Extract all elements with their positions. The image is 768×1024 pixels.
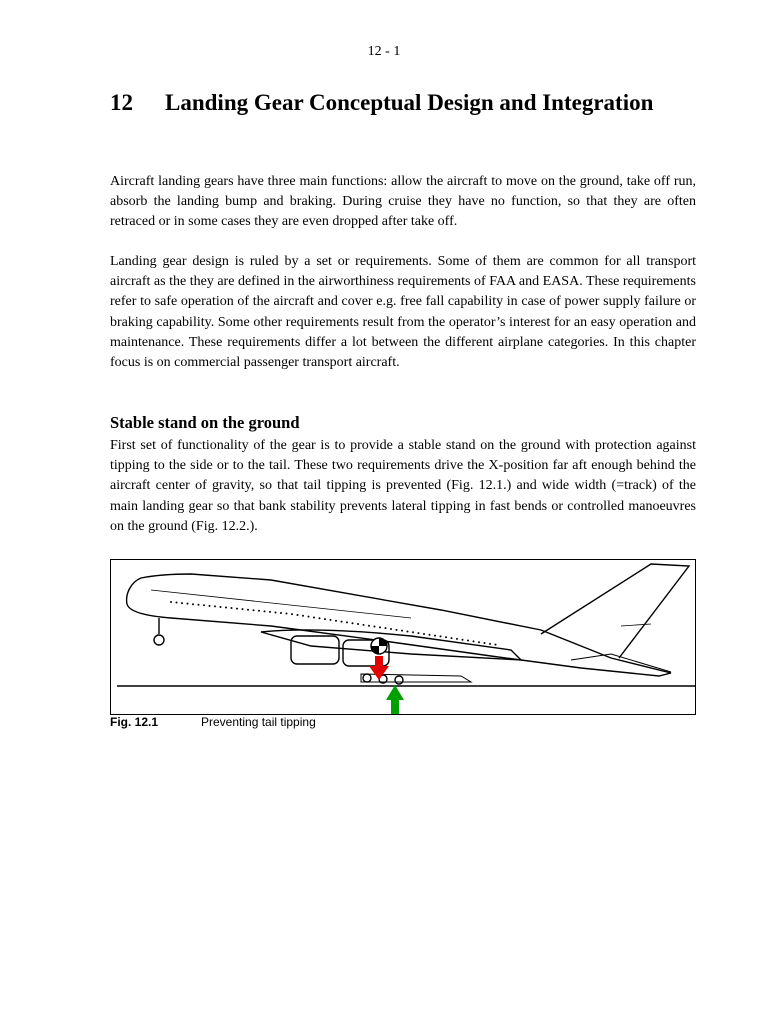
- requirements-paragraph: Landing gear design is ruled by a set or requirements. Some of them are common for all transport aircraft as the they are defined in the airworthiness requirements of FAA and EASA. These requirements refer to safe operation of the aircraft and cover e.g. free fall capability in case of power supply failure or braking capability. Some other requirements result from the operator’s interest for an easy operation and maintenance. These requirements differ a lot between the different airplane categories. In this chapter focus is on commercial passenger transport aircraft.: [110, 254, 696, 371]
- wing: [261, 630, 521, 660]
- window-dot: [324, 618, 326, 620]
- window-dot: [385, 627, 387, 629]
- window-dot: [352, 622, 354, 624]
- window-dot: [335, 620, 337, 622]
- window-dot: [396, 629, 398, 631]
- window-dot: [181, 602, 183, 604]
- window-dot: [308, 616, 310, 618]
- window-dot: [269, 611, 271, 613]
- window-dot: [236, 608, 238, 610]
- window-dot: [286, 613, 288, 615]
- window-dot: [302, 615, 304, 617]
- window-dot: [313, 616, 315, 618]
- window-dot: [374, 626, 376, 628]
- window-dot: [401, 630, 403, 632]
- page-number: 12 - 1: [367, 44, 401, 59]
- window-row: [170, 601, 497, 646]
- vertical-tail: [541, 564, 689, 658]
- intro-paragraph: Aircraft landing gears have three main functions: allow the aircraft to move on the ground, take off run, absorb the landing bump and braking. During cruise they have no function, so that they are often retraced or in some cases they are even dropped after take off.: [110, 174, 696, 230]
- window-dot: [291, 613, 293, 615]
- window-dot: [214, 605, 216, 607]
- window-dot: [253, 609, 255, 611]
- reaction-arrow: [386, 685, 404, 714]
- window-dot: [390, 628, 392, 630]
- window-dot: [495, 644, 497, 646]
- window-dot: [467, 640, 469, 642]
- window-dot: [247, 609, 249, 611]
- figure-caption-text: Preventing tail tipping: [201, 715, 316, 729]
- window-dot: [220, 606, 222, 608]
- window-dot: [192, 603, 194, 605]
- fuselage: [127, 574, 671, 676]
- main-gear-wheel: [363, 674, 371, 682]
- window-dot: [275, 611, 277, 613]
- chapter-number: 12: [110, 90, 133, 115]
- window-dot: [357, 623, 359, 625]
- window-dot: [489, 643, 491, 645]
- window-dot: [264, 610, 266, 612]
- window-dot: [478, 641, 480, 643]
- section-paragraph: First set of functionality of the gear is to provide a stable stand on the ground with protection against tipping to the side or to the tail. These two requirements drive the X-position far aft enough behind the aircraft center of gravity, so that tail tipping is prevented (Fig. 12.1.) and wide width (=track) of the main landing gear so that bank stability prevents lateral tipping in fast bends or controlled manoeuvres on the ground (Fig. 12.2.).: [110, 438, 696, 534]
- aircraft-illustration: [111, 560, 696, 715]
- window-dot: [297, 614, 299, 616]
- window-dot: [176, 602, 178, 604]
- window-dot: [242, 608, 244, 610]
- window-dot: [423, 633, 425, 635]
- window-dot: [445, 636, 447, 638]
- window-dot: [187, 603, 189, 605]
- window-dot: [363, 624, 365, 626]
- window-dot: [330, 619, 332, 621]
- figure-tail-tipping: [110, 559, 696, 715]
- window-dot: [368, 625, 370, 627]
- window-dot: [170, 601, 172, 603]
- window-dot: [484, 642, 486, 644]
- window-dot: [198, 604, 200, 606]
- window-dot: [473, 640, 475, 642]
- window-dot: [203, 604, 205, 606]
- window-dot: [418, 632, 420, 634]
- window-dot: [451, 637, 453, 639]
- window-dot: [231, 607, 233, 609]
- window-dot: [456, 638, 458, 640]
- chapter-title: Landing Gear Conceptual Design and Integration: [165, 90, 654, 115]
- window-dot: [412, 631, 414, 633]
- nose-gear-wheel: [154, 635, 164, 645]
- window-dot: [462, 639, 464, 641]
- window-dot: [346, 621, 348, 623]
- figure-label: Fig. 12.1: [110, 715, 159, 729]
- window-dot: [434, 635, 436, 637]
- window-dot: [379, 626, 381, 628]
- window-dot: [341, 621, 343, 623]
- window-dot: [429, 634, 431, 636]
- window-dot: [280, 612, 282, 614]
- window-dot: [209, 605, 211, 607]
- window-dot: [440, 635, 442, 637]
- window-dot: [407, 630, 409, 632]
- section-heading: Stable stand on the ground: [110, 413, 300, 432]
- engine-inner: [291, 636, 339, 664]
- window-dot: [225, 607, 227, 609]
- window-dot: [319, 617, 321, 619]
- window-dot: [258, 610, 260, 612]
